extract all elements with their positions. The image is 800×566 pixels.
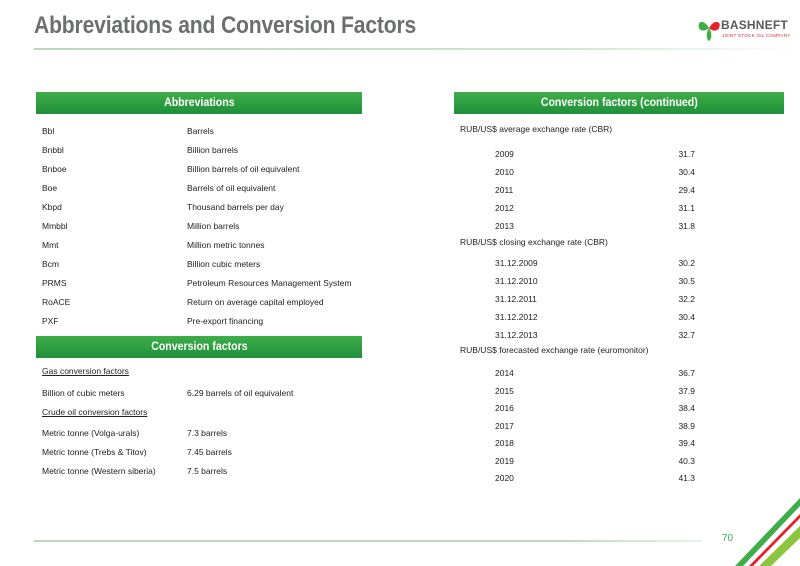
conversion-factors-header: Conversion factors [36,336,362,358]
row-label: 2012 [495,203,514,213]
table-row [495,203,695,221]
row-label: 31.12.2011 [495,294,537,304]
row-label: 2011 [495,185,514,195]
row-value: Billion barrels of oil equivalent [187,164,300,174]
footer-divider [34,540,702,542]
table-row [495,185,695,203]
table-row [42,202,362,221]
average-rate-list [495,149,695,239]
row-label: 31.12.2012 [495,312,538,322]
row-label: Bbl [42,126,55,136]
table-row [495,473,695,491]
row-label: 2013 [495,221,514,231]
logo-name: BASHNEFT [721,18,788,32]
row-value: Billion cubic meters [187,259,261,269]
company-logo [695,14,795,44]
crude-conversion-label: Crude oil conversion factors [42,407,148,417]
row-value: Petroleum Resources Management System [187,278,352,288]
average-rate-label: RUB/US$ average exchange rate (CBR) [460,124,613,134]
row-value: 32.7 [678,330,695,340]
row-value: Billion barrels [187,145,239,155]
row-value: Pre-export financing [187,316,264,326]
table-row [495,312,695,330]
table-row [42,240,362,259]
row-label: RoACE [42,297,71,307]
row-label: PRMS [42,278,67,288]
table-row [495,167,695,185]
abbreviations-header: Abbreviations [36,92,362,114]
forecast-rate-list [495,368,695,491]
table-row [495,403,695,421]
row-label: 2014 [495,368,514,378]
crude-conversion-list [42,428,362,485]
row-label: 2018 [495,438,514,448]
table-row [42,447,362,466]
row-value: Thousand barrels per day [187,202,284,212]
row-value: 30.2 [678,258,695,268]
row-value: 41.3 [678,473,695,483]
table-row [495,438,695,456]
row-value: 38.9 [678,420,695,431]
row-value: 36.7 [678,368,695,378]
corner-stripes-decoration [735,478,800,566]
table-row [495,386,695,404]
table-row [495,258,695,276]
gas-conversion-list [42,388,362,407]
row-label: 31.12.2009 [495,258,538,268]
row-label: Kbpd [42,202,62,212]
row-label: 2017 [495,420,514,431]
conversion-continued-header: Conversion factors (continued) [454,92,784,114]
row-label: 2015 [495,385,514,396]
table-row [42,164,362,183]
page-number: 70 [722,533,734,544]
row-value: Barrels [187,126,214,136]
row-value: 6.29 barrels of oil equivalent [187,388,294,398]
row-label: 2016 [495,403,514,413]
forecast-rate-label: RUB/US$ forecasted exchange rate (euromonitor) [460,345,649,355]
row-label: Boe [42,183,58,193]
logo-tagline: JOINT STOCK OIL COMPANY [722,33,791,38]
table-row [42,388,362,407]
table-row [42,183,362,202]
table-row [42,145,362,164]
table-row [42,278,362,297]
row-label: Metric tonne (Volga-urals) [42,428,140,438]
row-label: Bcm [42,259,59,269]
row-label: Metric tonne (Trebs & Titov) [42,447,147,457]
table-row [42,316,362,335]
row-value: 37.9 [678,385,695,396]
row-value: 39.4 [678,438,695,448]
row-label: 2019 [495,455,514,466]
row-label: Bnbbl [42,145,64,155]
row-value: 31.8 [678,221,695,231]
table-row [42,126,362,145]
row-value: 30.5 [678,276,695,286]
row-value: 7.3 barrels [187,428,228,438]
row-value: 40.3 [678,455,695,466]
table-row [495,276,695,294]
row-value: Barrels of oil equivalent [187,183,276,193]
gas-conversion-label: Gas conversion factors [42,366,129,376]
row-label: Metric tonne (Western siberia) [42,466,156,476]
table-row [495,421,695,439]
row-label: PXF [42,316,59,326]
row-label: 31.12.2010 [495,276,538,286]
row-value: 31.1 [678,203,695,213]
table-row [42,221,362,240]
table-row [42,259,362,278]
table-row [495,368,695,386]
row-label: 2009 [495,149,514,159]
row-value: 7.5 barrels [187,466,228,476]
row-label: Mmbbl [42,221,68,231]
closing-rate-list [495,258,695,348]
row-label: 2010 [495,167,514,177]
table-row [42,428,362,447]
table-row [495,456,695,474]
row-value: Million barrels [187,221,240,231]
row-value: Million metric tonnes [187,240,265,250]
bashneft-flower-logo-icon [695,14,723,42]
table-row [42,297,362,316]
table-row [495,294,695,312]
row-label: Mmt [42,240,59,250]
closing-rate-label: RUB/US$ closing exchange rate (CBR) [460,237,608,247]
row-value: 30.4 [678,312,695,322]
row-value: Return on average capital employed [187,297,324,307]
page-title: Abbreviations and Conversion Factors [34,12,417,39]
row-value: 30.4 [678,167,695,177]
row-value: 7.45 barrels [187,447,232,457]
row-label: 2020 [495,473,514,483]
row-value: 38.4 [678,403,695,413]
table-row [42,466,362,485]
row-label: Billion of cubic meters [42,388,125,398]
row-value: 29.4 [678,185,695,195]
row-label: Bnboe [42,164,67,174]
row-value: 32.2 [678,294,695,304]
title-divider [34,48,796,50]
row-label: 31.12.2013 [495,330,538,340]
abbreviations-list [42,126,362,335]
row-value: 31.7 [678,149,695,159]
table-row [495,149,695,167]
